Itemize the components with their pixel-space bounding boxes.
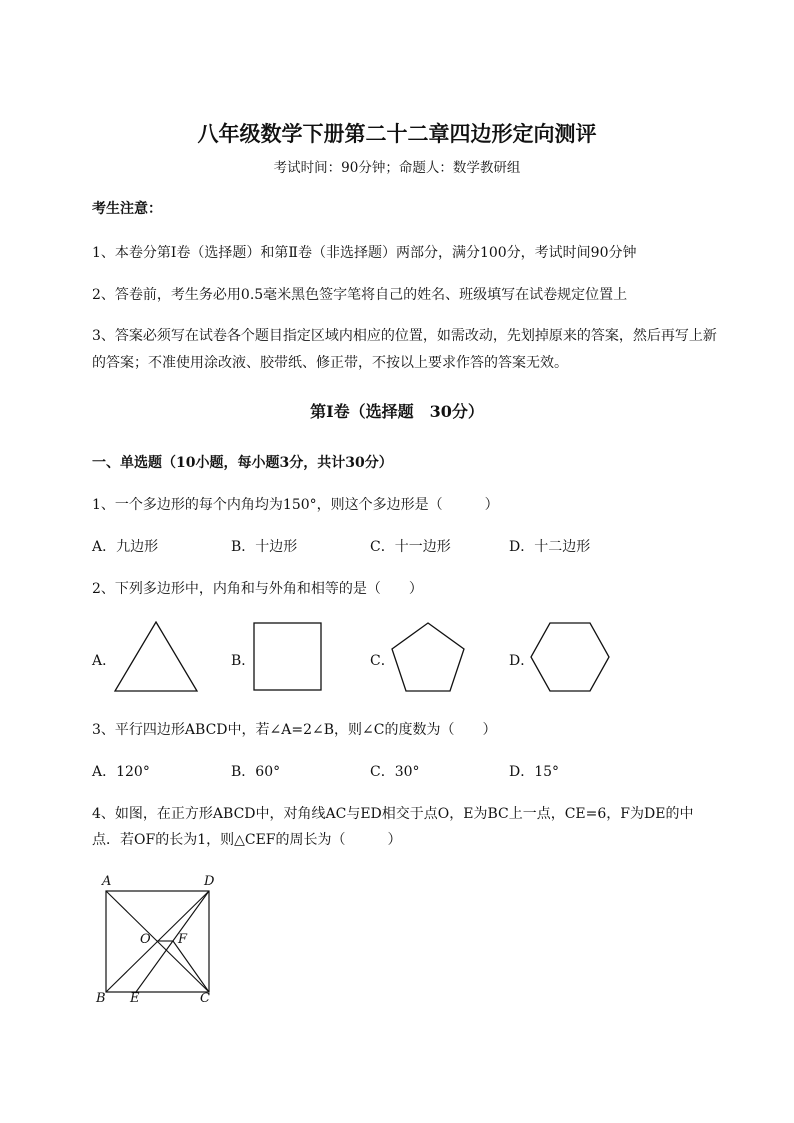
question-1-stem: 1、一个多边形的每个内角均为150°，则这个多边形是（ ）	[92, 497, 499, 513]
part-title: 一、单选题（10小题，每小题3分，共计30分）	[92, 455, 393, 471]
question-4-stem-line1: 4、如图，在正方形ABCD中，对角线AC与ED相交于点O，E为BC上一点，CE=6，F为DE的中	[92, 806, 694, 822]
hexagon-icon	[529, 621, 611, 693]
q1-option-a[interactable]: A．九边形	[92, 539, 159, 555]
q1-option-b[interactable]: B．十边形	[231, 539, 298, 555]
triangle-icon	[113, 621, 199, 693]
question-4-stem-line2: 点．若OF的长为1，则△CEF的周长为（ ）	[92, 832, 402, 848]
q3-option-c[interactable]: C．30°	[370, 764, 420, 780]
section-title: 第I卷（选择题 30分）	[310, 402, 484, 421]
square-icon	[253, 622, 323, 692]
label-d: D	[204, 874, 215, 889]
notice-heading: 考生注意：	[92, 201, 162, 217]
notice-item-3-cont: 的答案；不准使用涂改液、胶带纸、修正带，不按以上要求作答的答案无效。	[92, 355, 568, 371]
q1-option-c[interactable]: C．十一边形	[370, 539, 451, 555]
question-3-stem: 3、平行四边形ABCD中，若∠A=2∠B，则∠C的度数为（ ）	[92, 722, 497, 738]
label-a: A	[102, 874, 112, 889]
q2-option-b[interactable]: B．	[231, 653, 256, 669]
question-2-stem: 2、下列多边形中，内角和与外角和相等的是（ ）	[92, 581, 423, 597]
q1-option-d[interactable]: D．十二边形	[509, 539, 591, 555]
exam-info: 考试时间：90分钟；命题人：数学教研组	[273, 160, 521, 176]
q3-option-d[interactable]: D．15°	[509, 764, 560, 780]
q2-option-d[interactable]: D．	[509, 653, 535, 669]
q2-option-c[interactable]: C．	[370, 653, 395, 669]
label-f: F	[178, 932, 188, 947]
page-title: 八年级数学下册第二十二章四边形定向测评	[197, 121, 597, 146]
notice-item-2: 2、答卷前，考生务必用0.5毫米黑色签字笔将自己的姓名、班级填写在试卷规定位置上	[92, 287, 628, 303]
label-e: E	[130, 991, 140, 1006]
square-figure	[96, 874, 220, 1015]
q3-option-b[interactable]: B．60°	[231, 764, 281, 780]
notice-item-1: 1、本卷分第I卷（选择题）和第Ⅱ卷（非选择题）两部分，满分100分，考试时间90分钟	[92, 245, 637, 261]
label-b: B	[96, 991, 106, 1006]
q3-option-a[interactable]: A．120°	[92, 764, 150, 780]
pentagon-icon	[390, 621, 466, 693]
label-o: O	[140, 932, 151, 947]
notice-item-3: 3、答案必须写在试卷各个题目指定区域内相应的位置，如需改动，先划掉原来的答案，然后再写上新	[92, 328, 717, 344]
label-c: C	[200, 991, 210, 1006]
q2-option-a[interactable]: A．	[92, 653, 117, 669]
